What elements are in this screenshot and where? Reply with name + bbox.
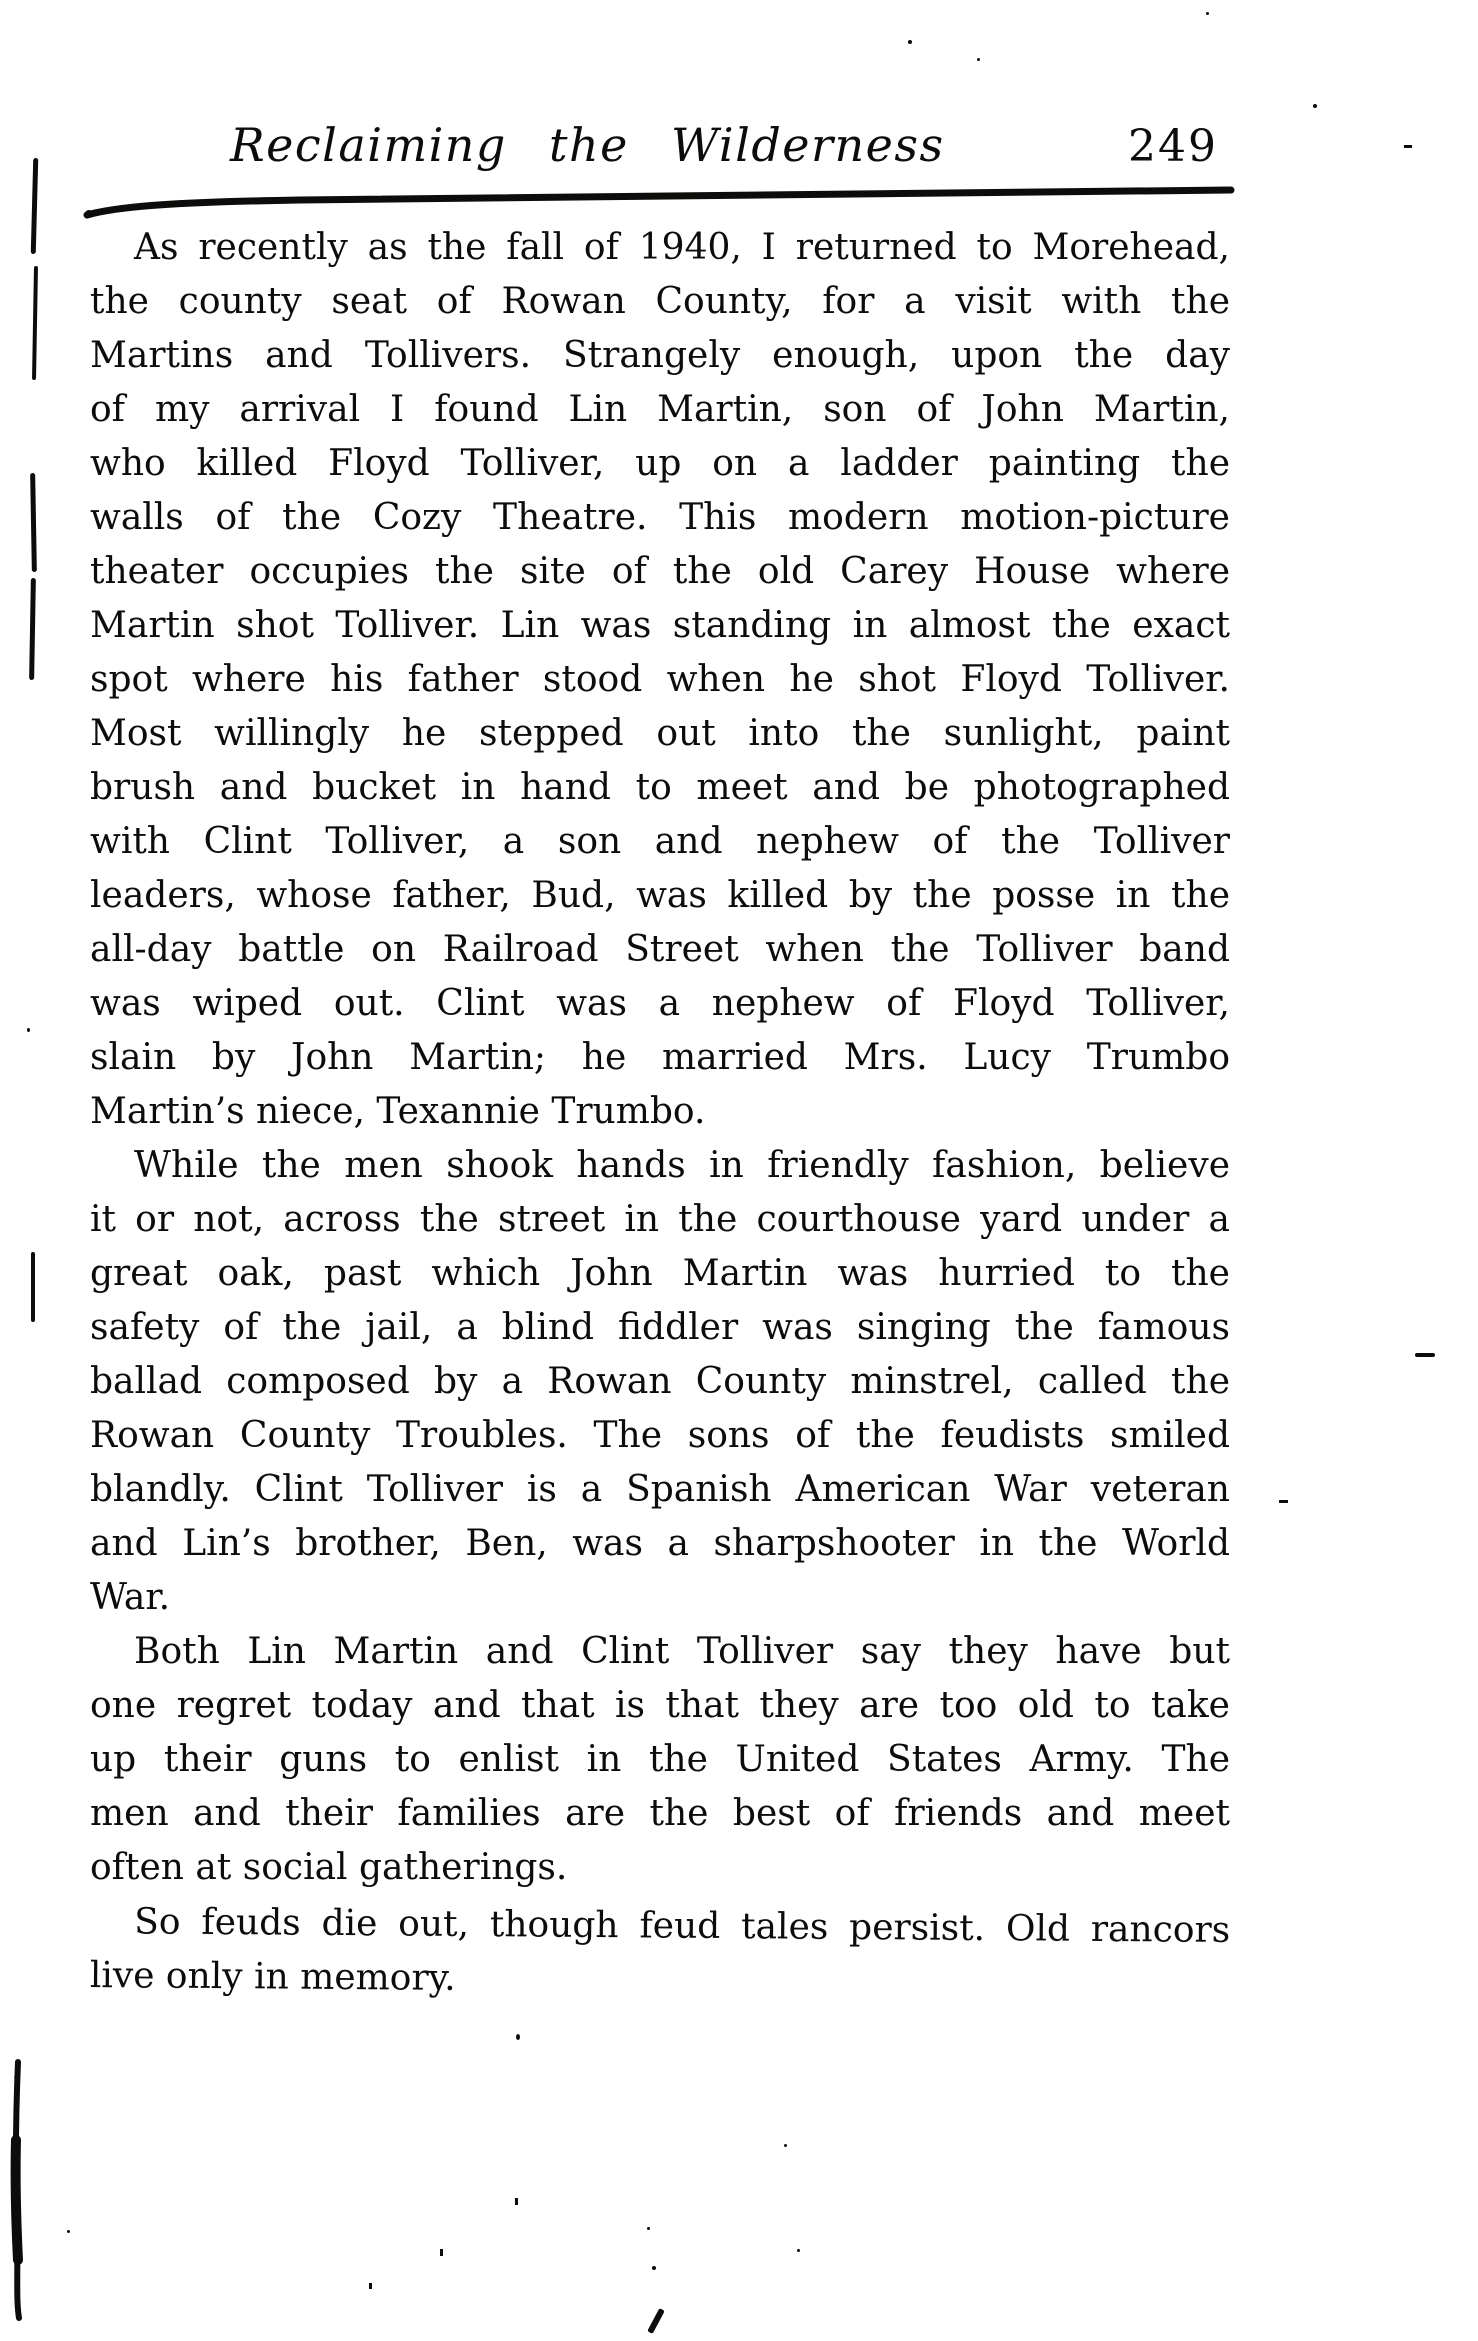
scan-artifact-edge-stroke xyxy=(30,473,37,572)
text-line: was wiped out. Clint was a nephew of Floyd Tolliver, xyxy=(90,983,1230,1024)
text-line: one regret today and that is that they are too old to take xyxy=(90,1685,1230,1726)
scan-speck xyxy=(977,58,980,61)
running-head-title: Reclaiming the Wilderness xyxy=(230,118,945,172)
text-line: slain by John Martin; he married Mrs. Lucy Trumbo xyxy=(90,1037,1230,1078)
scan-artifact-edge-stroke xyxy=(32,266,38,380)
text-line: the county seat of Rowan County, for a visit with the xyxy=(90,281,1230,322)
paragraph-4 xyxy=(90,1895,1231,2012)
text-line: Martin’s niece, Texannie Trumbo. xyxy=(90,1091,706,1132)
text-line: with Clint Tolliver, a son and nephew of the Tolliver xyxy=(90,821,1230,862)
text-line: As recently as the fall of 1940, I returned to Morehead, xyxy=(134,227,1230,268)
text-line: spot where his father stood when he shot Floyd Tolliver. xyxy=(90,659,1230,700)
scan-speck xyxy=(1404,145,1412,148)
text-line: Martins and Tollivers. Strangely enough, upon the day xyxy=(90,335,1230,376)
text-line: walls of the Cozy Theatre. This modern motion-picture xyxy=(90,497,1230,538)
scan-speck xyxy=(652,2266,656,2270)
text-line: live only in memory. xyxy=(89,1954,456,1999)
text-line: blandly. Clint Tolliver is a Spanish American War veteran xyxy=(90,1469,1230,1510)
scan-artifact-edge-stroke xyxy=(31,1252,35,1322)
paragraph-1 xyxy=(90,221,1230,1139)
text-line: theater occupies the site of the old Carey House where xyxy=(90,551,1230,592)
text-line: and Lin’s brother, Ben, was a sharpshooter in the World xyxy=(90,1523,1230,1564)
text-line: Rowan County Troubles. The sons of the feudists smiled xyxy=(90,1415,1230,1456)
scan-speck xyxy=(369,2283,372,2289)
text-line: it or not, across the street in the courthouse yard under a xyxy=(90,1199,1230,1240)
text-line: brush and bucket in hand to meet and be photographed xyxy=(90,767,1230,808)
text-line: Martin shot Tolliver. Lin was standing in almost the exact xyxy=(90,605,1230,646)
scan-speck xyxy=(1279,1500,1288,1503)
text-line: men and their families are the best of friends and meet xyxy=(90,1793,1230,1834)
text-line: all-day battle on Railroad Street when the Tolliver band xyxy=(90,929,1230,970)
text-line: Both Lin Martin and Clint Tolliver say they have but xyxy=(134,1631,1230,1672)
scan-speck xyxy=(515,2198,518,2205)
scan-speck xyxy=(1206,12,1209,15)
scan-speck xyxy=(908,40,912,44)
scan-artifact-blot xyxy=(0,2050,40,2330)
scan-speck xyxy=(647,2227,650,2230)
scan-speck xyxy=(440,2249,443,2256)
scan-speck xyxy=(1415,1353,1435,1357)
text-line: Most willingly he stepped out into the sunlight, paint xyxy=(90,713,1230,754)
paragraph-2 xyxy=(90,1139,1230,1625)
scan-artifact-edge-stroke xyxy=(29,578,36,680)
text-line: safety of the jail, a blind fiddler was singing the famous xyxy=(90,1307,1230,1348)
scan-artifact-edge-stroke xyxy=(31,158,39,254)
text-line: who killed Floyd Tolliver, up on a ladder painting the xyxy=(90,443,1230,484)
page-body xyxy=(90,221,1230,2003)
scan-speck xyxy=(516,2034,520,2040)
scan-speck xyxy=(27,1028,30,1032)
scan-speck xyxy=(1313,104,1317,108)
text-line: War. xyxy=(90,1577,171,1618)
scan-speck xyxy=(67,2230,70,2233)
text-line: leaders, whose father, Bud, was killed by the posse in the xyxy=(90,875,1230,916)
paragraph-3 xyxy=(90,1625,1230,1895)
scan-artifact-slash xyxy=(647,2308,665,2334)
text-line: often at social gatherings. xyxy=(90,1847,568,1888)
text-line: of my arrival I found Lin Martin, son of John Martin, xyxy=(90,389,1230,430)
page-number: 249 xyxy=(1128,121,1218,172)
scan-speck xyxy=(797,2249,800,2252)
text-line: great oak, past which John Martin was hurried to the xyxy=(90,1253,1230,1294)
text-line: While the men shook hands in friendly fashion, believe xyxy=(134,1145,1230,1186)
text-line: So feuds die out, though feud tales persist. Old rancors xyxy=(134,1901,1231,1951)
text-line: up their guns to enlist in the United States Army. The xyxy=(90,1739,1230,1780)
text-line: ballad composed by a Rowan County minstrel, called the xyxy=(90,1361,1230,1402)
scan-speck xyxy=(784,2144,787,2147)
